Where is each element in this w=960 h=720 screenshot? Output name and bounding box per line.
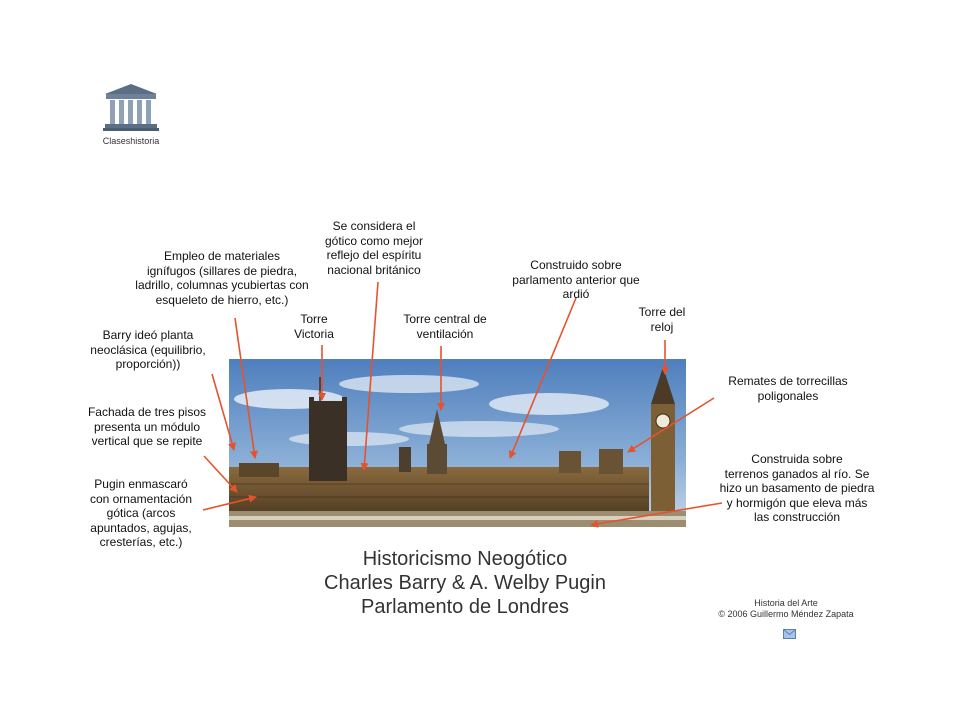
annotation-gotico: Se considera el gótico como mejor reflejo del espíritu nacional británico: [324, 219, 424, 277]
logo-text: Claseshistoria: [102, 136, 160, 146]
annotation-barry: Barry ideó planta neoclásica (equilibrio, proporción)): [90, 328, 206, 371]
annotation-construido: Construido sobre parlamento anterior que ardió: [512, 258, 640, 301]
annotation-pugin: Pugin enmascaró con ornamentación gótica (arcos apuntados, agujas, cresterías, etc.): [89, 477, 193, 549]
annotation-torre-victoria: Torre Victoria: [294, 312, 334, 341]
slide-title: [305, 547, 625, 619]
parliament-photo: [229, 359, 686, 527]
title-line-building: Parlamento de Londres: [361, 596, 569, 618]
annotation-torre-reloj: Torre del reloj: [638, 305, 686, 334]
greek-temple-icon: [103, 82, 159, 132]
annotation-torre-central: Torre central de ventilación: [403, 312, 487, 341]
annotation-materiales: Empleo de materiales ignífugos (sillares de piedra, ladrillo, columnas ycubiertas con esqueleto de hierro, etc.): [135, 249, 309, 307]
credit: Historia del Arte © 2006 Guillermo Méndez Zapata: [718, 598, 854, 619]
annotation-fachada: Fachada de tres pisos presenta un módulo vertical que se repite: [87, 405, 207, 448]
logo: [96, 82, 166, 146]
annotation-terrenos: Construida sobre terrenos ganados al río. Se hizo un basamento de piedra y hormigón que eleva más las construcción: [719, 452, 875, 524]
annotation-remates: Remates de torrecillas poligonales: [728, 374, 848, 403]
title-line-architects: Charles Barry & A. Welby Pugin: [324, 572, 606, 594]
envelope-icon[interactable]: [783, 626, 796, 644]
title-line-style: Historicismo Neogótico: [362, 548, 568, 570]
